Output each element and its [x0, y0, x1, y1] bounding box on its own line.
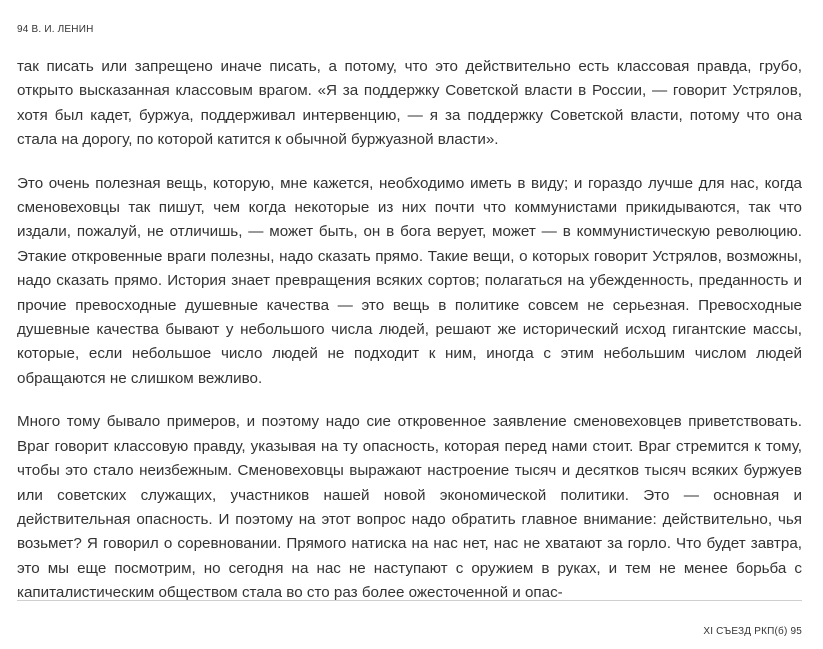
page-body	[17, 55, 802, 606]
paragraph-1: так писать или запрещено иначе писать, а потому, что это действительно есть классовая правда, грубо, открыто высказанная классовым врагом. «Я за поддержку Советской власти в России, — говорит Устрялов, хотя был кадет, буржуа, поддерживал интервенцию, — я за поддержку Советской власти, потому что она стала на дорогу, по которой катится к обычной буржуазной власти».	[17, 58, 802, 149]
running-head: 94 В. И. ЛЕНИН	[17, 24, 94, 35]
paragraph-3: Много тому бывало примеров, и поэтому надо сие откровенное заявление сменовеховцев приветствовать. Враг говорит классовую правду, указывая на ту опасность, которая перед нами стоит. Враг стремится к тому, чтобы это стало неизбежным. Сменовеховцы выражают настроение тысяч и десятков тысяч всяких буржуев или советских служащих, участников нашей новой экономической политики. Это — основная и действительная опасность. И поэтому на этот вопрос надо обратить главное внимание: действительно, чья возьмет? Я говорил о соревновании. Прямого натиска на нас нет, нас не хватают за горло. Что будет завтра, это мы еще посмотрим, но сегодня на нас не наступают с оружием в руках, и тем не менее борьба с капиталистическим обществом стала во сто раз более ожесточенной и опас-	[17, 413, 802, 602]
running-foot: XI СЪЕЗД РКП(б) 95	[703, 626, 802, 637]
footer-divider	[17, 600, 802, 601]
paragraph-2: Это очень полезная вещь, которую, мне кажется, необходимо иметь в виду; и гораздо лучше для нас, когда сменовеховцы так пишут, чем когда некоторые из них почти что коммунистами прикидываются, так что издали, пожалуй, не отличишь, — может быть, он в бога верует, может — в коммунистическую революцию. Этакие откровенные враги полезны, надо сказать прямо. Такие вещи, о которых говорит Устрялов, возможны, надо сказать прямо. История знает превращения всяких сортов; полагаться на убежденность, преданность и прочие превосходные душевные качества — это вещь в политике совсем не серьезная. Превосходные душевные качества бывают у небольшого числа людей, решают же исторический исход гигантские массы, которые, если небольшое число людей не подходит к ним, иногда с этим небольшим числом людей обращаются не слишком вежливо.	[17, 174, 802, 387]
